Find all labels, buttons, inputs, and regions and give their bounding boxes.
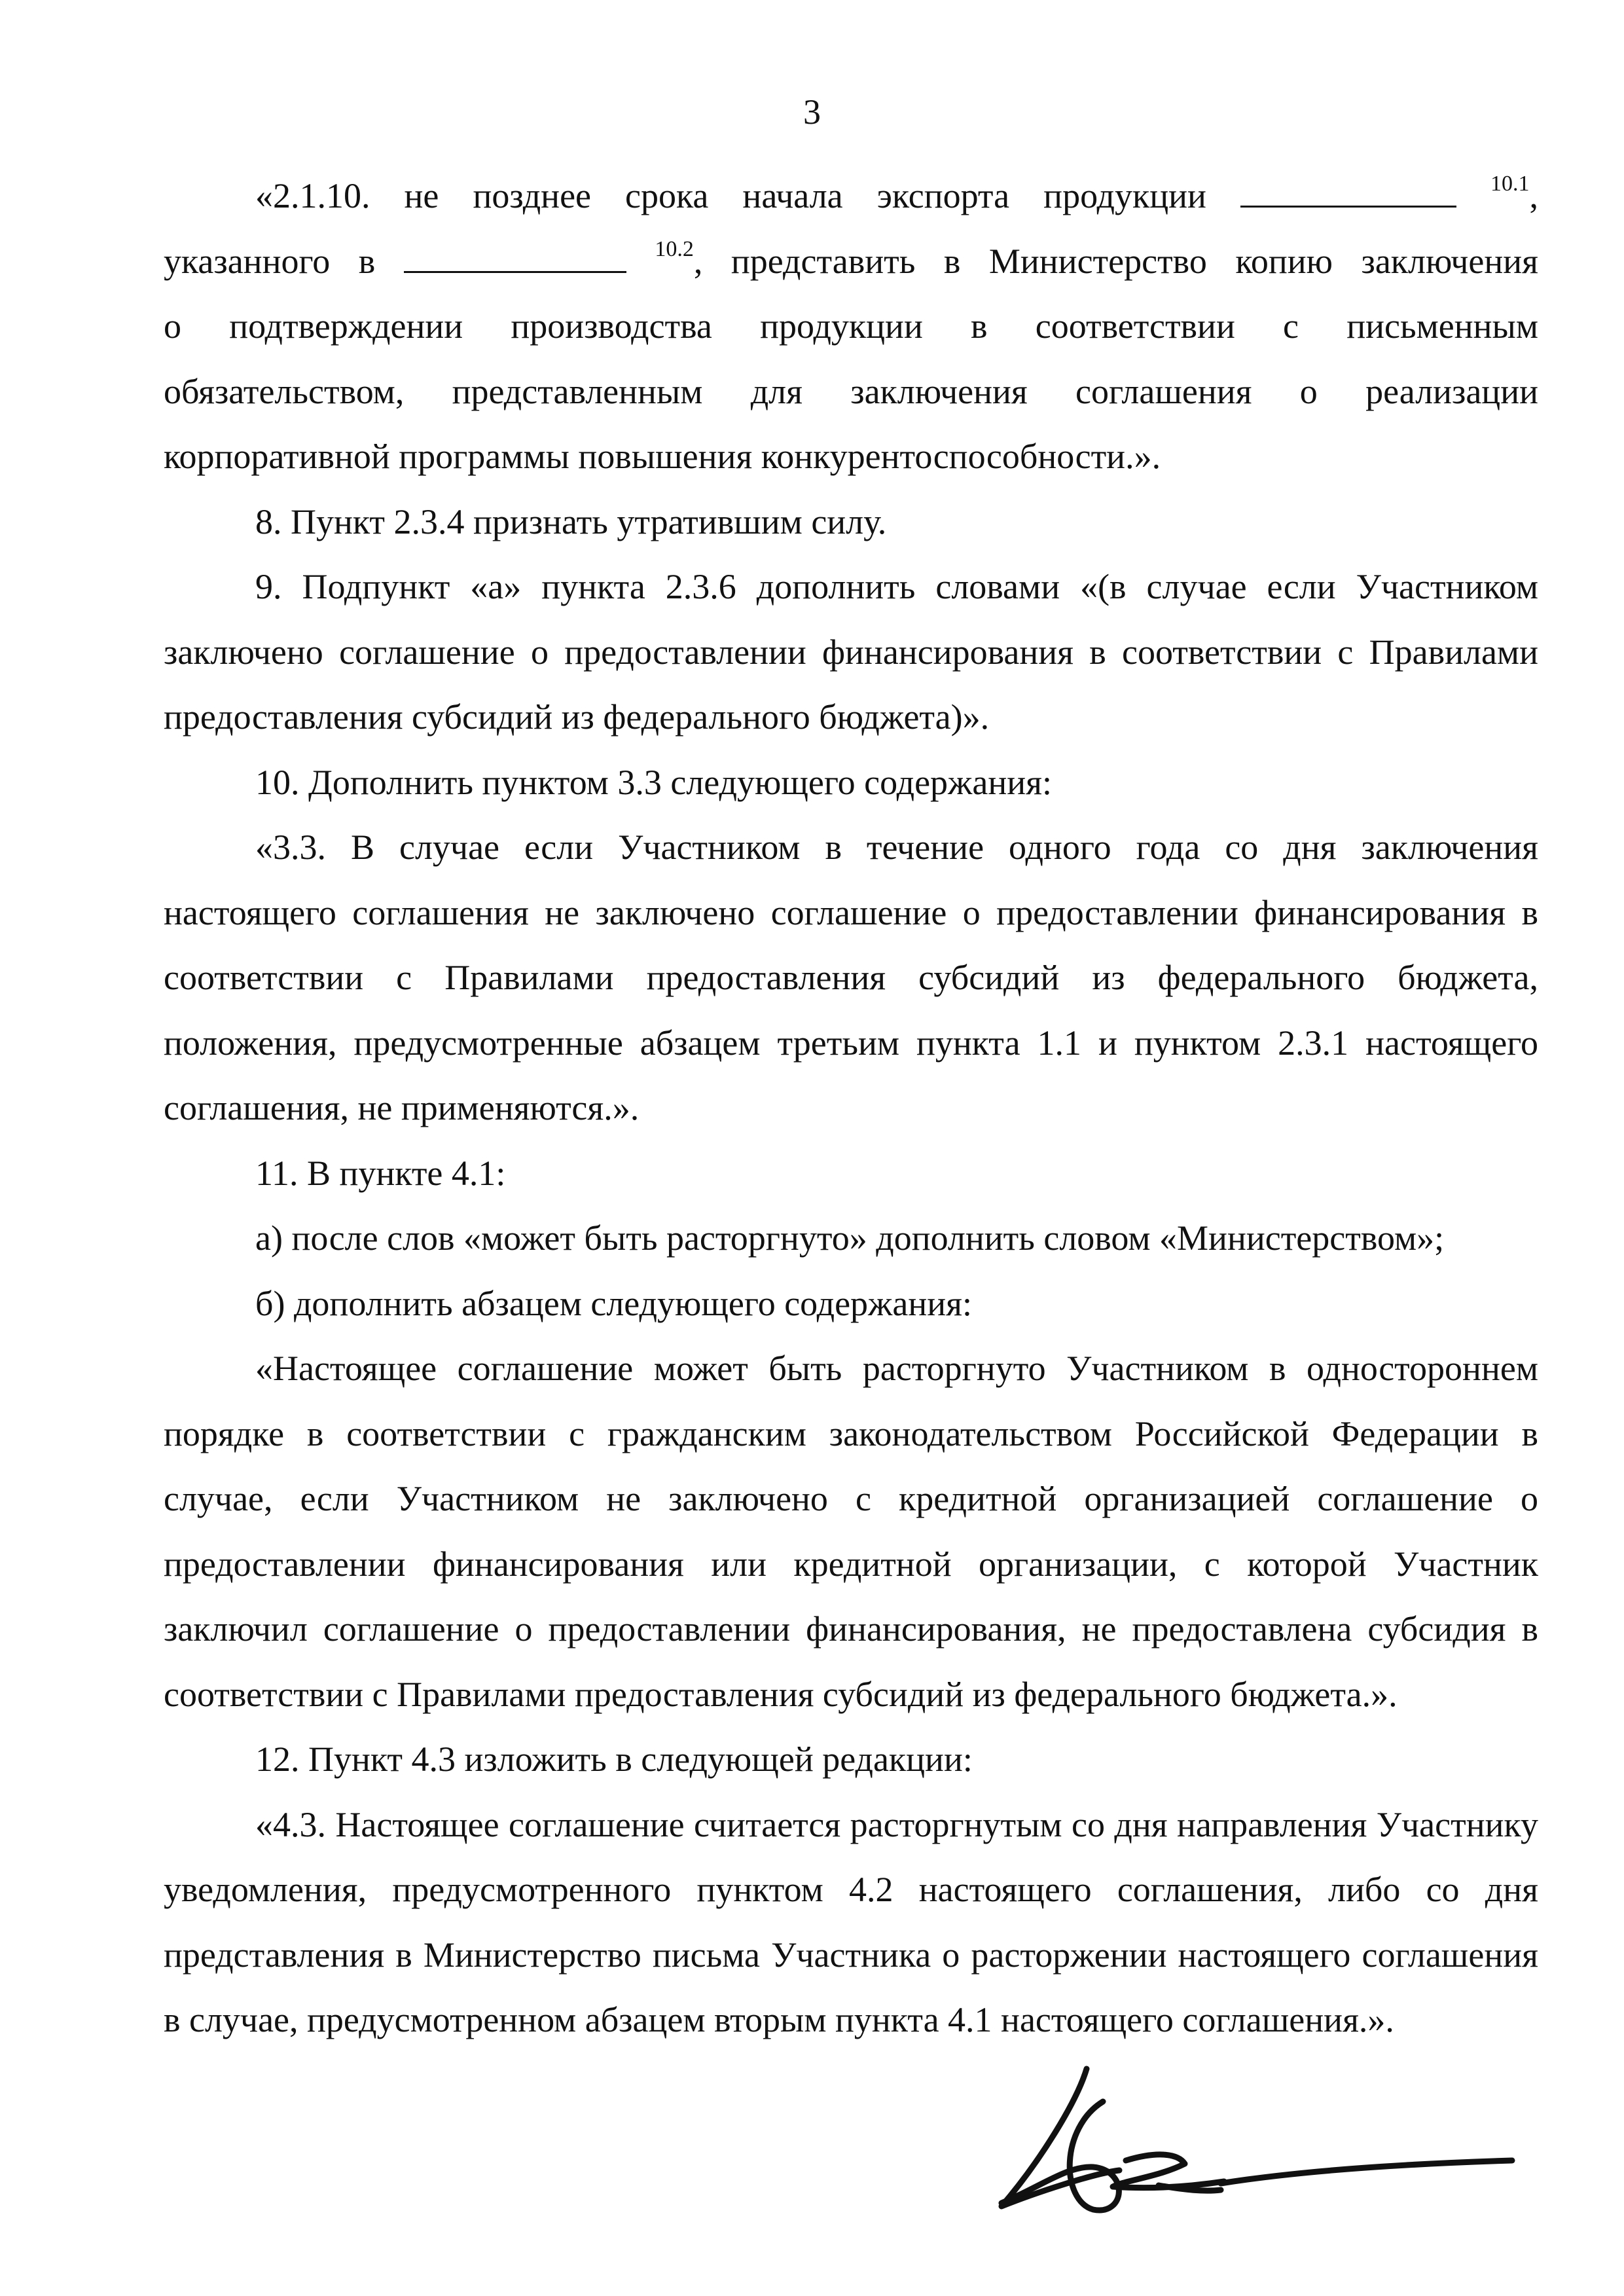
blank-field-1 xyxy=(1240,177,1456,208)
intro-text-2: указанного в xyxy=(164,241,376,281)
paragraph-9: 9. Подпункт «а» пункта 2.3.6 дополнить словами «(в случае если Участником заключено соглашение о предоставлении финансирования в соответствии с Правилами предоставления субсидий из федерального бюджета)». xyxy=(164,567,1538,737)
paragraph-termination: «Настоящее соглашение может быть расторгнуто Участником в одностороннем порядке в соответствии с гражданским законодательством Российской Федерации в случае, если Участником не заключено с кредитной организацией соглашение о предоставлении финансирования или кредитной организации, с которой Участник заключил соглашение о предоставлении финансирования, не предоставлена субсидия в соответствии с Правилами предоставления субсидий из федерального бюджета.». xyxy=(164,1349,1538,1714)
paragraph-10: 10. Дополнить пунктом 3.3 следующего содержания: xyxy=(255,762,1052,802)
paragraph-4-3: «4.3. Настоящее соглашение считается расторгнутым со дня направления Участнику уведомления, предусмотренного пунктом 4.2 настоящего соглашения, либо со дня представления в Министерство письма Участника о расторжении настоящего соглашения в случае, предусмотренном абзацем вторым пункта 4.1 настоящего соглашения.». xyxy=(164,1804,1538,2039)
paragraph-11: 11. В пункте 4.1: xyxy=(255,1153,506,1193)
paragraph-11-b: б) дополнить абзацем следующего содержания: xyxy=(255,1283,972,1323)
paragraph-11-a: а) после слов «может быть расторгнуто» дополнить словом «Министерством»; xyxy=(255,1218,1445,1258)
intro-line-4: обязательством, представленным для заключения соглашения о реализации xyxy=(164,371,1538,411)
signature xyxy=(962,2056,1525,2252)
footnote-ref-10-2: 10.2 xyxy=(655,236,694,261)
blank-field-2 xyxy=(404,242,626,273)
page-number: 3 xyxy=(803,92,821,132)
footnote-ref-10-1: 10.1 xyxy=(1490,172,1530,196)
intro-line-3: о подтверждении производства продукции в соответствии с письменным xyxy=(164,306,1538,346)
intro-comma: , xyxy=(1529,176,1539,215)
intro-line-1 xyxy=(164,164,1538,229)
intro-line-5: корпоративной программы повышения конкурентоспособности.». xyxy=(164,437,1161,476)
paragraph-12: 12. Пункт 4.3 изложить в следующей редакции: xyxy=(255,1740,973,1779)
document-body xyxy=(164,164,1538,2053)
paragraph-3-3: «3.3. В случае если Участником в течение одного года со дня заключения настоящего соглашения не заключено соглашение о предоставлении финансирования в соответствии с Правилами предоставления субсидий из федерального бюджета, положения, предусмотренные абзацем третьим пункта 1.1 и пунктом 2.3.1 настоящего соглашения, не применяются.». xyxy=(164,828,1538,1127)
paragraph-8: 8. Пункт 2.3.4 признать утратившим силу. xyxy=(255,501,887,541)
intro-text-1: «2.1.10. не позднее срока начала экспорта продукции xyxy=(255,176,1206,215)
intro-line-2 xyxy=(164,229,1538,295)
intro-text-3: , представить в Министерство копию заключения xyxy=(693,241,1539,281)
